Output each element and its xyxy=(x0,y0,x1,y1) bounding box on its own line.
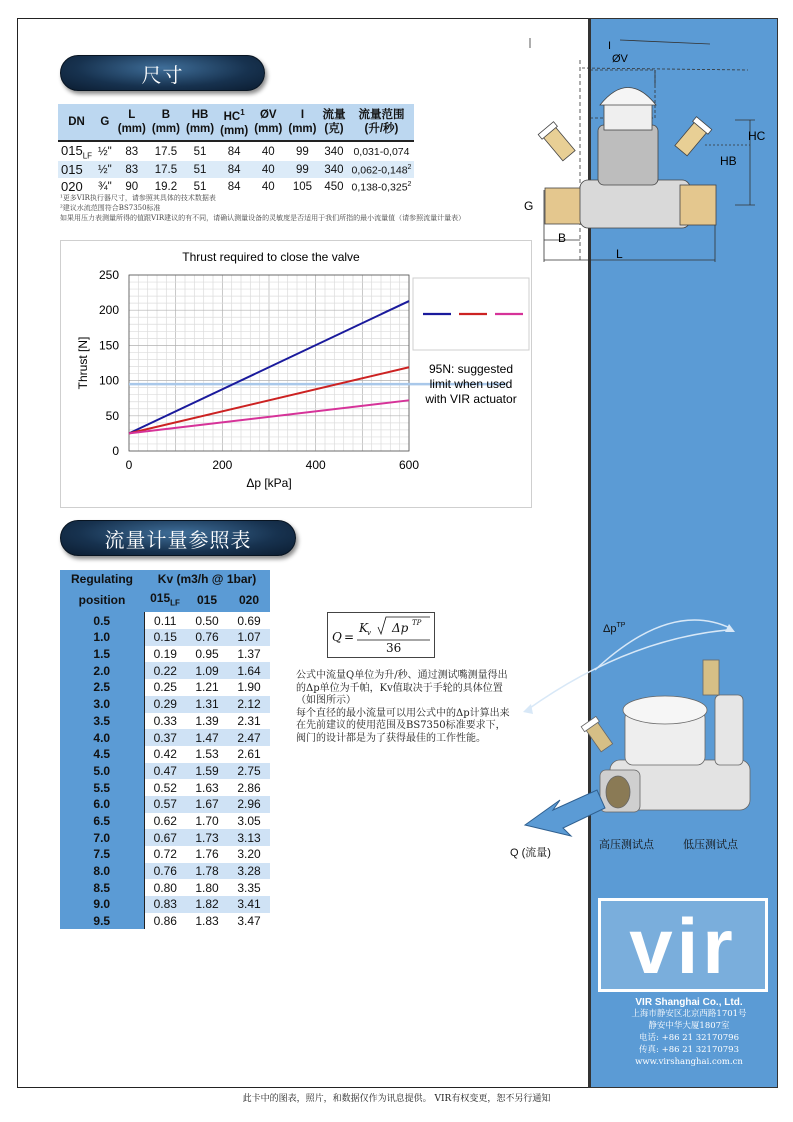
y-tick-label: 0 xyxy=(112,444,119,458)
dimension-notes xyxy=(60,193,530,223)
label-hb: HB xyxy=(720,154,737,168)
formula-text-4: 在先前建议的使用范围及BS7350标准要求下，阀门的设计都是为了获得最佳的工作性能。 xyxy=(296,720,506,744)
table-row xyxy=(60,646,270,663)
cell-value: 40 xyxy=(261,163,275,176)
header-footnote: 1 xyxy=(240,108,245,117)
table-row xyxy=(60,729,270,746)
dimensions-header-row xyxy=(58,104,414,141)
dimensions-header-cell xyxy=(95,104,115,141)
x-tick-label: 200 xyxy=(212,458,233,472)
cell-value: 90 xyxy=(125,180,139,193)
formula-svg xyxy=(328,613,436,659)
table-row xyxy=(58,141,414,162)
y-tick-label: 150 xyxy=(98,338,119,353)
kv-value-cell: 2.61 xyxy=(237,747,261,762)
label-v: ØV xyxy=(612,53,628,65)
kv-value-cell: 1.31 xyxy=(186,696,228,713)
section-title-text: 尺寸 xyxy=(141,62,184,87)
kv-col-label: 015 xyxy=(196,593,218,608)
section-title-dimensions xyxy=(60,55,265,91)
kv-value-cell: 3.47 xyxy=(237,914,261,929)
kv-value-cell: 0.86 xyxy=(144,913,186,930)
table-cell-v xyxy=(251,161,285,178)
kv-value-cell: 0.37 xyxy=(144,729,186,746)
kv-position-cell: 2.0 xyxy=(60,662,144,679)
table-cell-i xyxy=(285,141,319,162)
kv-position-cell: 7.5 xyxy=(60,846,144,863)
kv-value-cell: 1.90 xyxy=(237,680,261,695)
cell-value: 0,062-0,148 xyxy=(351,164,408,177)
kv-value-cell: 1.09 xyxy=(186,662,228,679)
x-tick-label: 600 xyxy=(398,458,420,472)
table-row xyxy=(58,161,414,178)
table-cell-v xyxy=(251,141,285,162)
section-title-text: 流量计量参照表 xyxy=(104,527,252,552)
formula-explanation xyxy=(296,670,511,745)
table-cell-i xyxy=(285,161,319,178)
footer-disclaimer: 此卡中的图表，照片，和数据仅作为讯息提供。 VIR有权变更，恕不另行通知 xyxy=(242,1094,551,1104)
kv-value-cell: 2.47 xyxy=(228,729,270,746)
kv-value-cell: 2.96 xyxy=(228,796,270,813)
cell-value: 015 xyxy=(61,142,83,158)
cell-value: 105 xyxy=(292,180,313,193)
label-l: L xyxy=(616,247,623,261)
table-row xyxy=(60,713,270,730)
q-flow-label: Q (流量) xyxy=(510,847,551,859)
kv-value-cell: 0.22 xyxy=(144,662,186,679)
table-cell-weight xyxy=(319,141,348,162)
header-label: G xyxy=(100,115,110,128)
kv-value-cell: 0.80 xyxy=(144,879,186,896)
y-tick-label: 100 xyxy=(98,373,119,388)
kv-value-cell: 1.37 xyxy=(237,647,261,662)
label-g: G xyxy=(524,199,534,213)
table-row xyxy=(60,846,270,863)
low-pressure-label: 低压测试点 xyxy=(683,838,738,851)
table-row xyxy=(60,879,270,896)
kv-position-cell: 4.5 xyxy=(60,746,144,763)
kv-value-cell: 1.70 xyxy=(195,813,219,828)
kv-position-cell: 4.0 xyxy=(60,729,144,746)
kv-col-header xyxy=(144,589,186,612)
table-cell-weight xyxy=(319,161,348,178)
company-name: VIR Shanghai Co., Ltd. xyxy=(635,997,743,1008)
kv-value-cell: 1.83 xyxy=(195,914,219,929)
cell-value: 51 xyxy=(193,145,207,158)
formula-q: Q xyxy=(332,630,342,644)
vir-logo-text: vir xyxy=(629,902,737,989)
table-cell-g xyxy=(95,161,115,178)
kv-position-cell: 6.5 xyxy=(60,813,144,830)
kv-value-cell: 3.35 xyxy=(237,880,261,895)
kv-col-header xyxy=(228,589,270,612)
kv-value-cell: 3.05 xyxy=(237,813,261,828)
table-cell-hb xyxy=(183,161,217,178)
kv-value-cell: 1.53 xyxy=(195,747,219,762)
table-row xyxy=(60,763,270,780)
kv-value-cell: 0.67 xyxy=(144,829,186,846)
table-row xyxy=(60,629,270,646)
cell-value: 83 xyxy=(125,163,139,176)
table-cell-l xyxy=(115,141,149,162)
cell-value: 015 xyxy=(61,162,83,178)
cell-value: 450 xyxy=(324,180,344,193)
company-address-2: 静安中华大厦1807室 xyxy=(648,1021,730,1031)
table-cell-g xyxy=(95,141,115,162)
table-row xyxy=(60,913,270,930)
kv-value-cell: 0.42 xyxy=(144,746,186,763)
kv-value-cell: 1.47 xyxy=(186,729,228,746)
kv-value-cell: 1.39 xyxy=(195,713,219,728)
kv-value-cell: 2.86 xyxy=(237,780,261,795)
cell-value: ½" xyxy=(98,145,112,158)
annotation-line: with VIR actuator xyxy=(425,392,517,406)
company-fax: 传真: +86 21 32170793 xyxy=(639,1045,739,1055)
kv-position-cell: 8.0 xyxy=(60,863,144,880)
dp-tp-label xyxy=(603,622,626,635)
formula-kv: K xyxy=(359,621,368,635)
y-tick-label: 200 xyxy=(98,303,119,318)
kv-position-cell: 6.0 xyxy=(60,796,144,813)
company-info xyxy=(600,997,778,1068)
kv-table xyxy=(60,570,270,929)
kv-header-kv: Kv (m3/h @ 1bar) xyxy=(144,570,270,589)
kv-value-cell: 2.12 xyxy=(228,696,270,713)
dimensions-header-cell xyxy=(217,104,251,141)
formula-kv-sub: v xyxy=(367,629,371,637)
vir-logo xyxy=(598,898,768,992)
kv-position-cell: 3.5 xyxy=(60,713,144,730)
formula-box xyxy=(327,612,435,658)
header-label: ØV xyxy=(259,108,277,121)
formula-den: 36 xyxy=(386,641,402,655)
kv-col-label: 020 xyxy=(238,593,260,608)
table-cell-b xyxy=(149,141,183,162)
kv-value-cell: 0.11 xyxy=(144,612,186,629)
valve-measuring-illustration xyxy=(505,610,790,870)
cell-value: 17.5 xyxy=(154,163,178,176)
dimensions-header-cell xyxy=(251,104,285,141)
formula-dp-sup: TP xyxy=(412,619,422,627)
table-row xyxy=(60,679,270,696)
kv-col-subscript: LF xyxy=(170,598,180,608)
kv-header-position-1: Regulating xyxy=(60,570,144,589)
kv-value-cell: 3.41 xyxy=(228,896,270,913)
table-row xyxy=(60,896,270,913)
kv-value-cell: 0.76 xyxy=(186,629,228,646)
y-tick-label: 250 xyxy=(98,268,119,282)
dimensions-table xyxy=(58,104,414,195)
cell-value: 340 xyxy=(324,145,344,158)
header-label: HB xyxy=(191,108,209,121)
kv-position-cell: 5.5 xyxy=(60,779,144,796)
kv-value-cell: 0.19 xyxy=(144,646,186,663)
annotation-line: limit when used xyxy=(429,377,513,391)
section-title-kv xyxy=(60,520,296,556)
header-label: I xyxy=(300,108,305,121)
kv-value-cell: 1.63 xyxy=(195,780,219,795)
label-hc: HC xyxy=(748,129,766,143)
kv-header-position-2: position xyxy=(60,589,144,612)
company-phone: 电话: +86 21 32170796 xyxy=(639,1033,739,1043)
cell-value: ½" xyxy=(98,163,112,176)
dimensions-header-cell xyxy=(183,104,217,141)
cell-value: 40 xyxy=(261,145,275,158)
chart-title: Thrust required to close the valve xyxy=(182,250,360,264)
table-row xyxy=(60,696,270,713)
y-axis-label: Thrust [N] xyxy=(76,336,90,390)
cell-footnote: 2 xyxy=(407,180,412,188)
kv-value-cell: 1.82 xyxy=(186,896,228,913)
table-cell-hc xyxy=(217,141,251,162)
kv-value-cell: 0.47 xyxy=(144,763,186,780)
cell-value: 19.2 xyxy=(154,180,178,193)
cell-value: 17.5 xyxy=(154,145,178,158)
kv-col-header xyxy=(186,589,228,612)
note-3: 如果用压力表测量所得的值跟VIR建议的有不同，请确认测量设备的灵敏度是否适用于我们所指的最小流量值（请参照流量计量表） xyxy=(60,214,466,222)
kv-position-cell: 9.0 xyxy=(60,896,144,913)
kv-value-cell: 0.62 xyxy=(144,813,186,830)
kv-value-cell: 0.29 xyxy=(144,696,186,713)
cell-value: 0,031-0,074 xyxy=(353,145,410,158)
kv-position-cell: 1.0 xyxy=(60,629,144,646)
cell-value: 84 xyxy=(227,163,241,176)
kv-position-cell: 0.5 xyxy=(60,612,144,629)
formula-text-3: 每个直径的最小流量可以用公式中的Δp计算出来 xyxy=(296,707,510,719)
kv-value-cell: 1.59 xyxy=(186,763,228,780)
kv-value-cell: 0.52 xyxy=(144,779,186,796)
note-2: ²建议水流范围符合BS7350标准 xyxy=(60,204,161,212)
formula-text-1: 公式中流量Q单位为升/秒、通过测试嘴测量得出的Δp单位为千帕，Kv值取决于手轮的具体位置 xyxy=(296,670,508,694)
kv-position-cell: 8.5 xyxy=(60,879,144,896)
table-row xyxy=(60,746,270,763)
x-tick-label: 400 xyxy=(305,458,326,472)
table-row xyxy=(60,779,270,796)
dp-label-text: Δp xyxy=(603,623,617,635)
kv-value-cell: 1.67 xyxy=(186,796,228,813)
high-pressure-label: 高压测试点 xyxy=(599,838,654,851)
table-cell-range xyxy=(348,161,414,178)
table-row xyxy=(60,813,270,830)
header-label: HC xyxy=(223,110,241,123)
dimensions-header-cell xyxy=(285,104,319,141)
table-row xyxy=(60,662,270,679)
kv-value-cell: 0.57 xyxy=(144,796,186,813)
kv-value-cell: 1.07 xyxy=(228,629,270,646)
kv-position-cell: 7.0 xyxy=(60,829,144,846)
kv-value-cell: 1.76 xyxy=(195,847,219,862)
kv-value-cell: 3.13 xyxy=(228,829,270,846)
cell-value: 99 xyxy=(296,145,309,158)
formula-eq: = xyxy=(344,630,355,644)
cell-value: 0,138-0,325 xyxy=(351,181,408,194)
table-cell-range xyxy=(348,141,414,162)
kv-value-cell: 0.95 xyxy=(195,647,219,662)
cell-value: 99 xyxy=(296,163,309,176)
formula-dp: Δp xyxy=(392,621,409,635)
table-cell-hb xyxy=(183,141,217,162)
x-axis-label: Δp [kPa] xyxy=(246,476,292,490)
kv-value-cell: 1.21 xyxy=(195,680,219,695)
dimensions-header-cell xyxy=(149,104,183,141)
header-label: B xyxy=(161,108,171,121)
cell-value: 84 xyxy=(227,145,241,158)
label-b: B xyxy=(558,231,567,245)
cell-value: 84 xyxy=(227,180,241,193)
kv-position-cell: 9.5 xyxy=(60,913,144,930)
dimensions-header-cell xyxy=(348,104,414,141)
kv-value-cell: 3.20 xyxy=(237,847,261,862)
header-unit: (mm) xyxy=(288,122,317,135)
header-unit: (mm) xyxy=(220,124,249,137)
header-unit: (mm) xyxy=(185,122,215,135)
kv-position-cell: 1.5 xyxy=(60,646,144,663)
kv-value-cell: 0.33 xyxy=(144,713,186,730)
table-row xyxy=(60,612,270,629)
kv-header-row-2 xyxy=(60,589,270,612)
kv-position-cell: 5.0 xyxy=(60,763,144,780)
company-web[interactable]: www.virshanghai.com.cn xyxy=(635,1057,743,1067)
cell-value: 51 xyxy=(193,180,207,193)
kv-col-label: 015 xyxy=(150,591,171,605)
kv-value-cell: 1.80 xyxy=(195,880,219,895)
label-i: I xyxy=(608,40,612,52)
header-unit: (mm) xyxy=(117,122,146,135)
table-cell-dn xyxy=(58,141,95,162)
cell-value: ¾" xyxy=(98,180,112,193)
kv-value-cell: 0.50 xyxy=(195,613,219,628)
kv-value-cell: 1.64 xyxy=(228,662,270,679)
table-row xyxy=(60,829,270,846)
cell-footnote: 2 xyxy=(407,163,412,171)
kv-value-cell: 1.73 xyxy=(186,829,228,846)
y-tick-label: 50 xyxy=(105,408,119,423)
dimensions-header-cell xyxy=(58,104,95,141)
kv-value-cell: 0.69 xyxy=(237,613,261,628)
kv-value-cell: 2.75 xyxy=(228,763,270,780)
thrust-chart-svg xyxy=(61,241,533,509)
note-1: ¹更多VIR执行器尺寸，请参照其具体的技术数据表 xyxy=(60,194,216,202)
header-unit: (克) xyxy=(324,122,344,135)
cell-value: 40 xyxy=(261,180,275,193)
vir-logo-mark xyxy=(601,901,765,989)
cell-value: 340 xyxy=(324,163,344,176)
table-cell-dn xyxy=(58,161,95,178)
cell-value: 51 xyxy=(193,163,207,176)
company-address-1: 上海市静安区北京西路1701号 xyxy=(631,1009,747,1019)
cell-value: 020 xyxy=(61,179,83,195)
header-label: 流量范围 xyxy=(358,108,405,121)
table-cell-b xyxy=(149,161,183,178)
table-row xyxy=(60,863,270,880)
kv-value-cell: 0.83 xyxy=(144,896,186,913)
kv-position-cell: 2.5 xyxy=(60,679,144,696)
header-label: L xyxy=(128,108,136,121)
table-cell-l xyxy=(115,161,149,178)
kv-value-cell: 0.25 xyxy=(144,679,186,696)
kv-value-cell: 0.72 xyxy=(144,846,186,863)
x-tick-label: 0 xyxy=(125,458,133,472)
header-unit: (mm) xyxy=(151,122,180,135)
kv-value-cell: 1.78 xyxy=(186,863,228,880)
kv-value-cell: 3.28 xyxy=(228,863,270,880)
formula-text-2: （如图所示） xyxy=(296,695,356,706)
thrust-chart xyxy=(60,240,532,508)
table-cell-hc xyxy=(217,161,251,178)
annotation-line: 95N: suggested xyxy=(428,362,514,376)
kv-value-cell: 2.31 xyxy=(237,713,261,728)
header-label: DN xyxy=(68,115,85,128)
header-label: 流量 xyxy=(322,108,346,121)
kv-value-cell: 0.76 xyxy=(144,863,186,880)
cell-subscript: LF xyxy=(82,151,93,161)
kv-position-cell: 3.0 xyxy=(60,696,144,713)
dimensions-header-cell xyxy=(319,104,348,141)
valve-dimension-drawing xyxy=(520,30,790,270)
header-unit: (mm) xyxy=(254,122,283,135)
dp-label-sup: TP xyxy=(616,622,626,629)
dimensions-header-cell xyxy=(115,104,149,141)
table-row xyxy=(60,796,270,813)
header-unit: (升/秒) xyxy=(364,122,399,135)
kv-value-cell: 0.15 xyxy=(144,629,186,646)
cell-value: 83 xyxy=(125,145,139,158)
kv-header-row-1 xyxy=(60,570,270,589)
